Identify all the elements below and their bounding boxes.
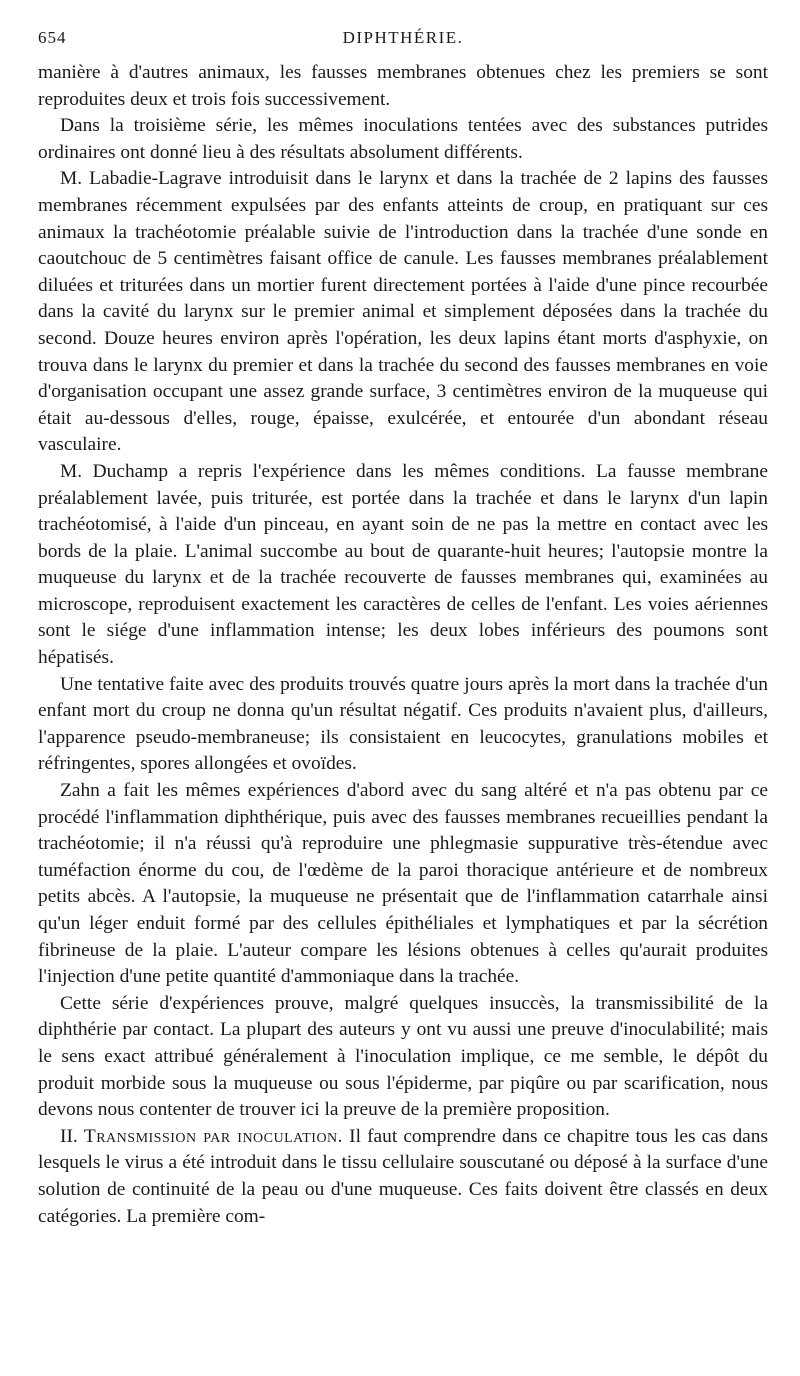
paragraph-text: Une tentative faite avec des produits trouvés quatre jours après la mort dans la trachée d'un enfant mort du croup ne donna qu'un résultat négatif. Ces produits n'avaient plus, d'ailleurs, l'apparence pseudo-membraneuse; ils consistaient en leucocytes, granulations mobiles et réfringentes, spores allongées et ovoïdes. — [38, 673, 768, 775]
paragraph-text: Zahn a fait les mêmes expériences d'abord avec du sang altéré et n'a pas obtenu par ce procédé l'inflammation diphthérique, puis avec des fausses membranes recueillies pendant la trachéotomie; il n'a réussi qu'à reproduire une phlegmasie suppurative très-étendue avec tuméfaction énorme du cou, de l'œdème de la paroi thoracique antérieure et de nombreux petits abcès. A l'autopsie, la muqueuse ne présentait que de l'inflammation catarrhale ainsi qu'un léger enduit formé par des cellules épithéliales et lymphatiques et par la sécrétion fibrineuse de la plaie. L'auteur compare les lésions obtenues à celles qu'aurait produites l'injection d'une petite quantité d'ammoniaque dans la trachée. — [38, 780, 768, 988]
page-number: 654 — [38, 28, 67, 47]
paragraph-text: M. Labadie-Lagrave introduisit dans le larynx et dans la trachée de 2 lapins des fausses membranes récemment expulsées par des enfants atteints de croup, en pratiquant sur ces animaux la trachéotomie préalable suivie de l'introduction dans la trachée d'une sonde en caoutchouc de 5 centimètres faisant office de canule. Les fausses membranes préalablement diluées et triturées dans un mortier furent directement portées à l'aide d'une pince recourbée dans la cavité du larynx sur le premier animal et simplement déposées dans la trachée du second. Douze heures environ après l'opération, les deux lapins étant morts d'asphyxie, on trouva dans le larynx du premier et dans la trachée du second des fausses membranes en voie d'organisation occupant une assez grande surface, 3 centimètres environ de la muqueuse qui était au-dessous d'elles, rouge, épaisse, exulcérée, et entourée d'un abondant réseau vasculaire. — [38, 168, 768, 456]
paragraph-text: Il faut comprendre dans ce chapitre tous les cas dans lesquels le virus a été introduit dans le tissu cellulaire souscutané ou déposé à la surface d'une solution de continuité de la peau ou d'une muqueuse. Ces faits doivent être classés en deux catégories. La première com- — [38, 1125, 768, 1227]
paragraph-text: Dans la troisième série, les mêmes inoculations tentées avec des substances putrides ordinaires ont donné lieu à des résultats absolument différents. — [38, 115, 768, 163]
paragraph — [38, 113, 768, 166]
page — [38, 28, 768, 1230]
section-heading: Transmission par inoculation. — [83, 1125, 344, 1147]
paragraph-continuation — [38, 60, 768, 113]
paragraph — [38, 672, 768, 778]
section-number: II. — [60, 1125, 84, 1147]
section-paragraph — [38, 1124, 768, 1230]
paragraph — [38, 778, 768, 991]
paragraph — [38, 459, 768, 672]
paragraph-text: Cette série d'expériences prouve, malgré quelques insuccès, la transmissibilité de la diphthérie par contact. La plupart des auteurs y ont vu aussi une preuve d'inoculabilité; mais le sens exact attribué généralement à l'inoculation implique, ce me semble, le dépôt du produit morbide sous la muqueuse ou sous l'épiderme, par piqûre ou par scarification, nous devons nous contenter de trouver ici la preuve de la première proposition. — [38, 992, 768, 1121]
paragraph — [38, 166, 768, 459]
body-text — [38, 60, 768, 1230]
paragraph-text: manière à d'autres animaux, les fausses membranes obtenues chez les premiers se sont reproduites deux et trois fois successivement. — [38, 62, 768, 110]
running-head — [38, 28, 768, 54]
running-title: DIPHTHÉRIE. — [342, 28, 464, 47]
paragraph — [38, 991, 768, 1124]
paragraph-text: M. Duchamp a repris l'expérience dans les mêmes conditions. La fausse membrane préalablement lavée, puis triturée, est portée dans la trachée et dans le larynx d'un lapin trachéotomisé, à l'aide d'un pinceau, en ayant soin de ne pas la mettre en contact avec les bords de la plaie. L'animal succombe au bout de quarante-huit heures; l'autopsie montre la muqueuse du larynx et de la trachée recouverte de fausses membranes qui, examinées au microscope, reproduisent exactement les caractères de celles de l'enfant. Les voies aériennes sont le siége d'une inflammation intense; les deux lobes inférieurs des poumons sont hépatisés. — [38, 460, 768, 669]
